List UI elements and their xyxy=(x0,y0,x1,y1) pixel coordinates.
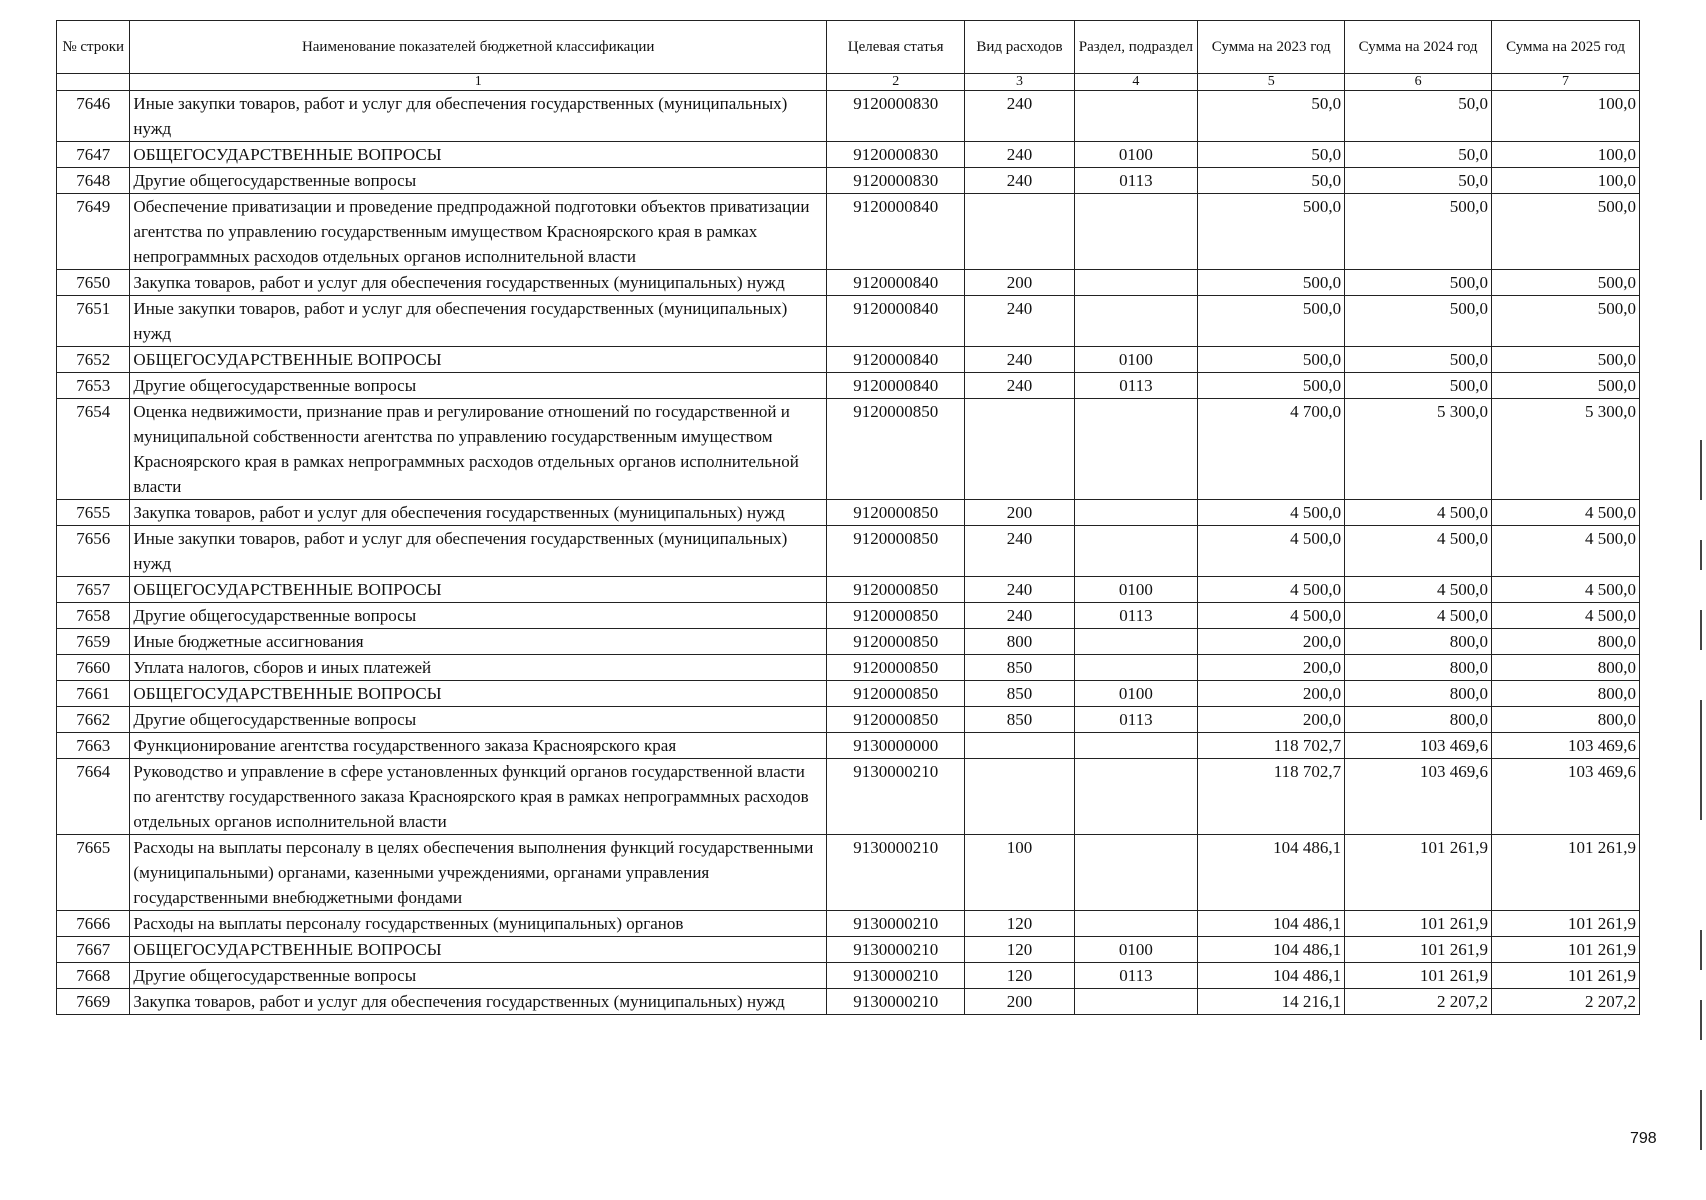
target-article: 9120000850 xyxy=(826,681,964,707)
column-number: 7 xyxy=(1492,74,1640,91)
row-number: 7665 xyxy=(57,835,130,911)
target-article: 9120000850 xyxy=(826,500,964,526)
target-article: 9120000830 xyxy=(826,142,964,168)
section-code: 0100 xyxy=(1074,937,1198,963)
amount-2023: 14 216,1 xyxy=(1198,989,1345,1015)
target-article: 9120000850 xyxy=(826,526,964,577)
scan-edge-mark xyxy=(1700,1090,1702,1150)
amount-2025: 101 261,9 xyxy=(1492,835,1640,911)
table-row xyxy=(57,194,1640,270)
amount-2024: 103 469,6 xyxy=(1345,759,1492,835)
table-row xyxy=(57,681,1640,707)
amount-2025: 4 500,0 xyxy=(1492,526,1640,577)
amount-2025: 100,0 xyxy=(1492,91,1640,142)
header-sum-2025: Сумма на 2025 год xyxy=(1492,21,1640,74)
indicator-name: Закупка товаров, работ и услуг для обеспечения государственных (муниципальных) нужд xyxy=(130,500,827,526)
section-code xyxy=(1074,629,1198,655)
expense-type: 240 xyxy=(965,168,1074,194)
expense-type xyxy=(965,194,1074,270)
row-number: 7648 xyxy=(57,168,130,194)
amount-2024: 500,0 xyxy=(1345,347,1492,373)
indicator-name: ОБЩЕГОСУДАРСТВЕННЫЕ ВОПРОСЫ xyxy=(130,347,827,373)
amount-2023: 50,0 xyxy=(1198,142,1345,168)
table-row xyxy=(57,937,1640,963)
amount-2024: 5 300,0 xyxy=(1345,399,1492,500)
target-article: 9130000210 xyxy=(826,989,964,1015)
amount-2023: 104 486,1 xyxy=(1198,963,1345,989)
scan-edge-mark xyxy=(1700,540,1702,570)
table-row xyxy=(57,373,1640,399)
expense-type: 120 xyxy=(965,911,1074,937)
table-row xyxy=(57,142,1640,168)
expense-type: 120 xyxy=(965,963,1074,989)
table-row xyxy=(57,655,1640,681)
row-number: 7656 xyxy=(57,526,130,577)
section-code xyxy=(1074,911,1198,937)
page-number: 798 xyxy=(1630,1130,1657,1147)
amount-2023: 500,0 xyxy=(1198,296,1345,347)
section-code: 0100 xyxy=(1074,347,1198,373)
column-number: 5 xyxy=(1198,74,1345,91)
table-row xyxy=(57,989,1640,1015)
header-expense-type: Вид расходов xyxy=(965,21,1074,74)
amount-2025: 100,0 xyxy=(1492,168,1640,194)
expense-type xyxy=(965,733,1074,759)
section-code: 0100 xyxy=(1074,142,1198,168)
amount-2024: 101 261,9 xyxy=(1345,937,1492,963)
section-code xyxy=(1074,989,1198,1015)
amount-2024: 101 261,9 xyxy=(1345,911,1492,937)
amount-2023: 500,0 xyxy=(1198,194,1345,270)
amount-2025: 500,0 xyxy=(1492,296,1640,347)
row-number: 7652 xyxy=(57,347,130,373)
amount-2024: 101 261,9 xyxy=(1345,835,1492,911)
row-number: 7666 xyxy=(57,911,130,937)
section-code: 0100 xyxy=(1074,577,1198,603)
amount-2025: 100,0 xyxy=(1492,142,1640,168)
scan-edge-mark xyxy=(1700,440,1702,500)
header-row-no: № строки xyxy=(57,21,130,74)
row-number: 7662 xyxy=(57,707,130,733)
indicator-name: Обеспечение приватизации и проведение предпродажной подготовки объектов приватизации агентства по управлению государственным имуществом Красноярского края в рамках непрограммных расходов отдельных органов исполнительной власти xyxy=(130,194,827,270)
amount-2023: 50,0 xyxy=(1198,168,1345,194)
amount-2024: 500,0 xyxy=(1345,373,1492,399)
amount-2024: 800,0 xyxy=(1345,629,1492,655)
row-number: 7649 xyxy=(57,194,130,270)
amount-2025: 103 469,6 xyxy=(1492,759,1640,835)
section-code: 0113 xyxy=(1074,963,1198,989)
amount-2023: 104 486,1 xyxy=(1198,835,1345,911)
amount-2024: 800,0 xyxy=(1345,707,1492,733)
amount-2024: 4 500,0 xyxy=(1345,500,1492,526)
indicator-name: Другие общегосударственные вопросы xyxy=(130,707,827,733)
indicator-name: ОБЩЕГОСУДАРСТВЕННЫЕ ВОПРОСЫ xyxy=(130,142,827,168)
amount-2024: 800,0 xyxy=(1345,655,1492,681)
section-code xyxy=(1074,91,1198,142)
amount-2024: 101 261,9 xyxy=(1345,963,1492,989)
indicator-name: Иные закупки товаров, работ и услуг для обеспечения государственных (муниципальных) нужд xyxy=(130,526,827,577)
indicator-name: Функционирование агентства государственного заказа Красноярского края xyxy=(130,733,827,759)
header-section: Раздел, подраздел xyxy=(1074,21,1198,74)
expense-type: 200 xyxy=(965,270,1074,296)
indicator-name: Другие общегосударственные вопросы xyxy=(130,603,827,629)
section-code xyxy=(1074,500,1198,526)
section-code xyxy=(1074,655,1198,681)
expense-type: 240 xyxy=(965,603,1074,629)
section-code: 0113 xyxy=(1074,707,1198,733)
scan-edge-mark xyxy=(1700,700,1702,820)
amount-2023: 118 702,7 xyxy=(1198,759,1345,835)
expense-type: 120 xyxy=(965,937,1074,963)
expense-type: 200 xyxy=(965,500,1074,526)
header-row xyxy=(57,21,1640,74)
expense-type: 850 xyxy=(965,681,1074,707)
target-article: 9120000840 xyxy=(826,270,964,296)
budget-classification-table xyxy=(56,20,1640,1015)
target-article: 9120000840 xyxy=(826,194,964,270)
table-row xyxy=(57,911,1640,937)
row-number: 7646 xyxy=(57,91,130,142)
amount-2024: 103 469,6 xyxy=(1345,733,1492,759)
amount-2024: 2 207,2 xyxy=(1345,989,1492,1015)
column-number: 1 xyxy=(130,74,827,91)
target-article: 9120000850 xyxy=(826,399,964,500)
column-number: 4 xyxy=(1074,74,1198,91)
expense-type: 850 xyxy=(965,655,1074,681)
amount-2023: 500,0 xyxy=(1198,347,1345,373)
expense-type: 240 xyxy=(965,347,1074,373)
table-row xyxy=(57,759,1640,835)
indicator-name: Руководство и управление в сфере установленных функций органов государственной власти по агентству государственного заказа Красноярского края в рамках непрограммных расходов отдельных органов исполнительной власти xyxy=(130,759,827,835)
table-row xyxy=(57,270,1640,296)
row-number: 7661 xyxy=(57,681,130,707)
amount-2024: 800,0 xyxy=(1345,681,1492,707)
amount-2025: 500,0 xyxy=(1492,270,1640,296)
table-row xyxy=(57,91,1640,142)
row-number: 7654 xyxy=(57,399,130,500)
target-article: 9130000210 xyxy=(826,963,964,989)
row-number: 7669 xyxy=(57,989,130,1015)
amount-2025: 800,0 xyxy=(1492,681,1640,707)
table-row xyxy=(57,963,1640,989)
target-article: 9120000850 xyxy=(826,655,964,681)
expense-type: 800 xyxy=(965,629,1074,655)
expense-type: 240 xyxy=(965,296,1074,347)
target-article: 9130000210 xyxy=(826,911,964,937)
amount-2025: 500,0 xyxy=(1492,347,1640,373)
amount-2023: 200,0 xyxy=(1198,681,1345,707)
amount-2025: 500,0 xyxy=(1492,373,1640,399)
amount-2025: 101 261,9 xyxy=(1492,911,1640,937)
target-article: 9120000830 xyxy=(826,168,964,194)
table-row xyxy=(57,526,1640,577)
row-number: 7668 xyxy=(57,963,130,989)
amount-2024: 4 500,0 xyxy=(1345,526,1492,577)
header-sum-2023: Сумма на 2023 год xyxy=(1198,21,1345,74)
table-row xyxy=(57,603,1640,629)
amount-2024: 50,0 xyxy=(1345,91,1492,142)
table-row xyxy=(57,629,1640,655)
amount-2024: 4 500,0 xyxy=(1345,577,1492,603)
indicator-name: Иные закупки товаров, работ и услуг для обеспечения государственных (муниципальных) нужд xyxy=(130,296,827,347)
amount-2023: 4 500,0 xyxy=(1198,526,1345,577)
row-number: 7660 xyxy=(57,655,130,681)
expense-type: 100 xyxy=(965,835,1074,911)
indicator-name: ОБЩЕГОСУДАРСТВЕННЫЕ ВОПРОСЫ xyxy=(130,681,827,707)
expense-type: 240 xyxy=(965,142,1074,168)
amount-2023: 200,0 xyxy=(1198,629,1345,655)
header-name: Наименование показателей бюджетной классификации xyxy=(130,21,827,74)
amount-2025: 101 261,9 xyxy=(1492,963,1640,989)
amount-2025: 800,0 xyxy=(1492,629,1640,655)
amount-2023: 500,0 xyxy=(1198,373,1345,399)
indicator-name: ОБЩЕГОСУДАРСТВЕННЫЕ ВОПРОСЫ xyxy=(130,937,827,963)
expense-type: 240 xyxy=(965,577,1074,603)
amount-2025: 4 500,0 xyxy=(1492,500,1640,526)
section-code: 0113 xyxy=(1074,373,1198,399)
section-code xyxy=(1074,296,1198,347)
amount-2025: 800,0 xyxy=(1492,707,1640,733)
amount-2025: 4 500,0 xyxy=(1492,577,1640,603)
amount-2025: 101 261,9 xyxy=(1492,937,1640,963)
amount-2023: 104 486,1 xyxy=(1198,911,1345,937)
section-code: 0113 xyxy=(1074,168,1198,194)
indicator-name: Оценка недвижимости, признание прав и регулирование отношений по государственной и муниципальной собственности агентства по управлению государственным имуществом Красноярского края в рамках непрограммных расходов отдельных органов исполнительной власти xyxy=(130,399,827,500)
header-sum-2024: Сумма на 2024 год xyxy=(1345,21,1492,74)
amount-2024: 500,0 xyxy=(1345,194,1492,270)
indicator-name: Другие общегосударственные вопросы xyxy=(130,168,827,194)
row-number: 7655 xyxy=(57,500,130,526)
column-number: 3 xyxy=(965,74,1074,91)
expense-type xyxy=(965,399,1074,500)
section-code xyxy=(1074,399,1198,500)
scan-edge-mark xyxy=(1700,930,1702,970)
section-code xyxy=(1074,759,1198,835)
indicator-name: Другие общегосударственные вопросы xyxy=(130,963,827,989)
amount-2024: 50,0 xyxy=(1345,142,1492,168)
amount-2023: 4 500,0 xyxy=(1198,577,1345,603)
expense-type: 850 xyxy=(965,707,1074,733)
column-number xyxy=(57,74,130,91)
column-number: 6 xyxy=(1345,74,1492,91)
row-number: 7663 xyxy=(57,733,130,759)
table-body xyxy=(57,74,1640,1015)
section-code: 0100 xyxy=(1074,681,1198,707)
section-code: 0113 xyxy=(1074,603,1198,629)
row-number: 7657 xyxy=(57,577,130,603)
amount-2023: 4 500,0 xyxy=(1198,603,1345,629)
expense-type: 240 xyxy=(965,526,1074,577)
row-number: 7659 xyxy=(57,629,130,655)
table-row xyxy=(57,347,1640,373)
row-number: 7664 xyxy=(57,759,130,835)
indicator-name: Закупка товаров, работ и услуг для обеспечения государственных (муниципальных) нужд xyxy=(130,989,827,1015)
target-article: 9120000840 xyxy=(826,373,964,399)
expense-type: 240 xyxy=(965,373,1074,399)
expense-type: 240 xyxy=(965,91,1074,142)
target-article: 9120000840 xyxy=(826,296,964,347)
target-article: 9130000210 xyxy=(826,759,964,835)
indicator-name: Иные бюджетные ассигнования xyxy=(130,629,827,655)
section-code xyxy=(1074,835,1198,911)
amount-2025: 4 500,0 xyxy=(1492,603,1640,629)
section-code xyxy=(1074,270,1198,296)
column-number-row xyxy=(57,74,1640,91)
section-code xyxy=(1074,194,1198,270)
expense-type xyxy=(965,759,1074,835)
target-article: 9120000850 xyxy=(826,603,964,629)
row-number: 7653 xyxy=(57,373,130,399)
amount-2023: 200,0 xyxy=(1198,707,1345,733)
amount-2023: 104 486,1 xyxy=(1198,937,1345,963)
amount-2023: 4 500,0 xyxy=(1198,500,1345,526)
row-number: 7658 xyxy=(57,603,130,629)
table-row xyxy=(57,399,1640,500)
row-number: 7647 xyxy=(57,142,130,168)
indicator-name: Закупка товаров, работ и услуг для обеспечения государственных (муниципальных) нужд xyxy=(130,270,827,296)
amount-2023: 500,0 xyxy=(1198,270,1345,296)
amount-2023: 50,0 xyxy=(1198,91,1345,142)
target-article: 9130000000 xyxy=(826,733,964,759)
row-number: 7667 xyxy=(57,937,130,963)
amount-2024: 50,0 xyxy=(1345,168,1492,194)
amount-2023: 4 700,0 xyxy=(1198,399,1345,500)
table-row xyxy=(57,296,1640,347)
target-article: 9120000840 xyxy=(826,347,964,373)
target-article: 9130000210 xyxy=(826,937,964,963)
amount-2024: 500,0 xyxy=(1345,296,1492,347)
scan-edge-mark xyxy=(1700,610,1702,650)
indicator-name: ОБЩЕГОСУДАРСТВЕННЫЕ ВОПРОСЫ xyxy=(130,577,827,603)
expense-type: 200 xyxy=(965,989,1074,1015)
amount-2025: 800,0 xyxy=(1492,655,1640,681)
table-row xyxy=(57,500,1640,526)
amount-2025: 103 469,6 xyxy=(1492,733,1640,759)
indicator-name: Расходы на выплаты персоналу в целях обеспечения выполнения функций государственными (муниципальными) органами, казенными учреждениями, органами управления государственными внебюджетными фондами xyxy=(130,835,827,911)
target-article: 9120000850 xyxy=(826,629,964,655)
table-row xyxy=(57,707,1640,733)
amount-2025: 2 207,2 xyxy=(1492,989,1640,1015)
target-article: 9130000210 xyxy=(826,835,964,911)
table-row xyxy=(57,733,1640,759)
table-row xyxy=(57,835,1640,911)
amount-2025: 500,0 xyxy=(1492,194,1640,270)
target-article: 9120000830 xyxy=(826,91,964,142)
indicator-name: Уплата налогов, сборов и иных платежей xyxy=(130,655,827,681)
section-code xyxy=(1074,526,1198,577)
table-row xyxy=(57,577,1640,603)
row-number: 7651 xyxy=(57,296,130,347)
indicator-name: Другие общегосударственные вопросы xyxy=(130,373,827,399)
row-number: 7650 xyxy=(57,270,130,296)
indicator-name: Иные закупки товаров, работ и услуг для обеспечения государственных (муниципальных) нужд xyxy=(130,91,827,142)
target-article: 9120000850 xyxy=(826,707,964,733)
amount-2023: 118 702,7 xyxy=(1198,733,1345,759)
indicator-name: Расходы на выплаты персоналу государственных (муниципальных) органов xyxy=(130,911,827,937)
target-article: 9120000850 xyxy=(826,577,964,603)
amount-2024: 500,0 xyxy=(1345,270,1492,296)
amount-2023: 200,0 xyxy=(1198,655,1345,681)
column-number: 2 xyxy=(826,74,964,91)
header-target: Целевая статья xyxy=(826,21,964,74)
amount-2024: 4 500,0 xyxy=(1345,603,1492,629)
scan-edge-mark xyxy=(1700,1000,1702,1040)
section-code xyxy=(1074,733,1198,759)
table-row xyxy=(57,168,1640,194)
amount-2025: 5 300,0 xyxy=(1492,399,1640,500)
